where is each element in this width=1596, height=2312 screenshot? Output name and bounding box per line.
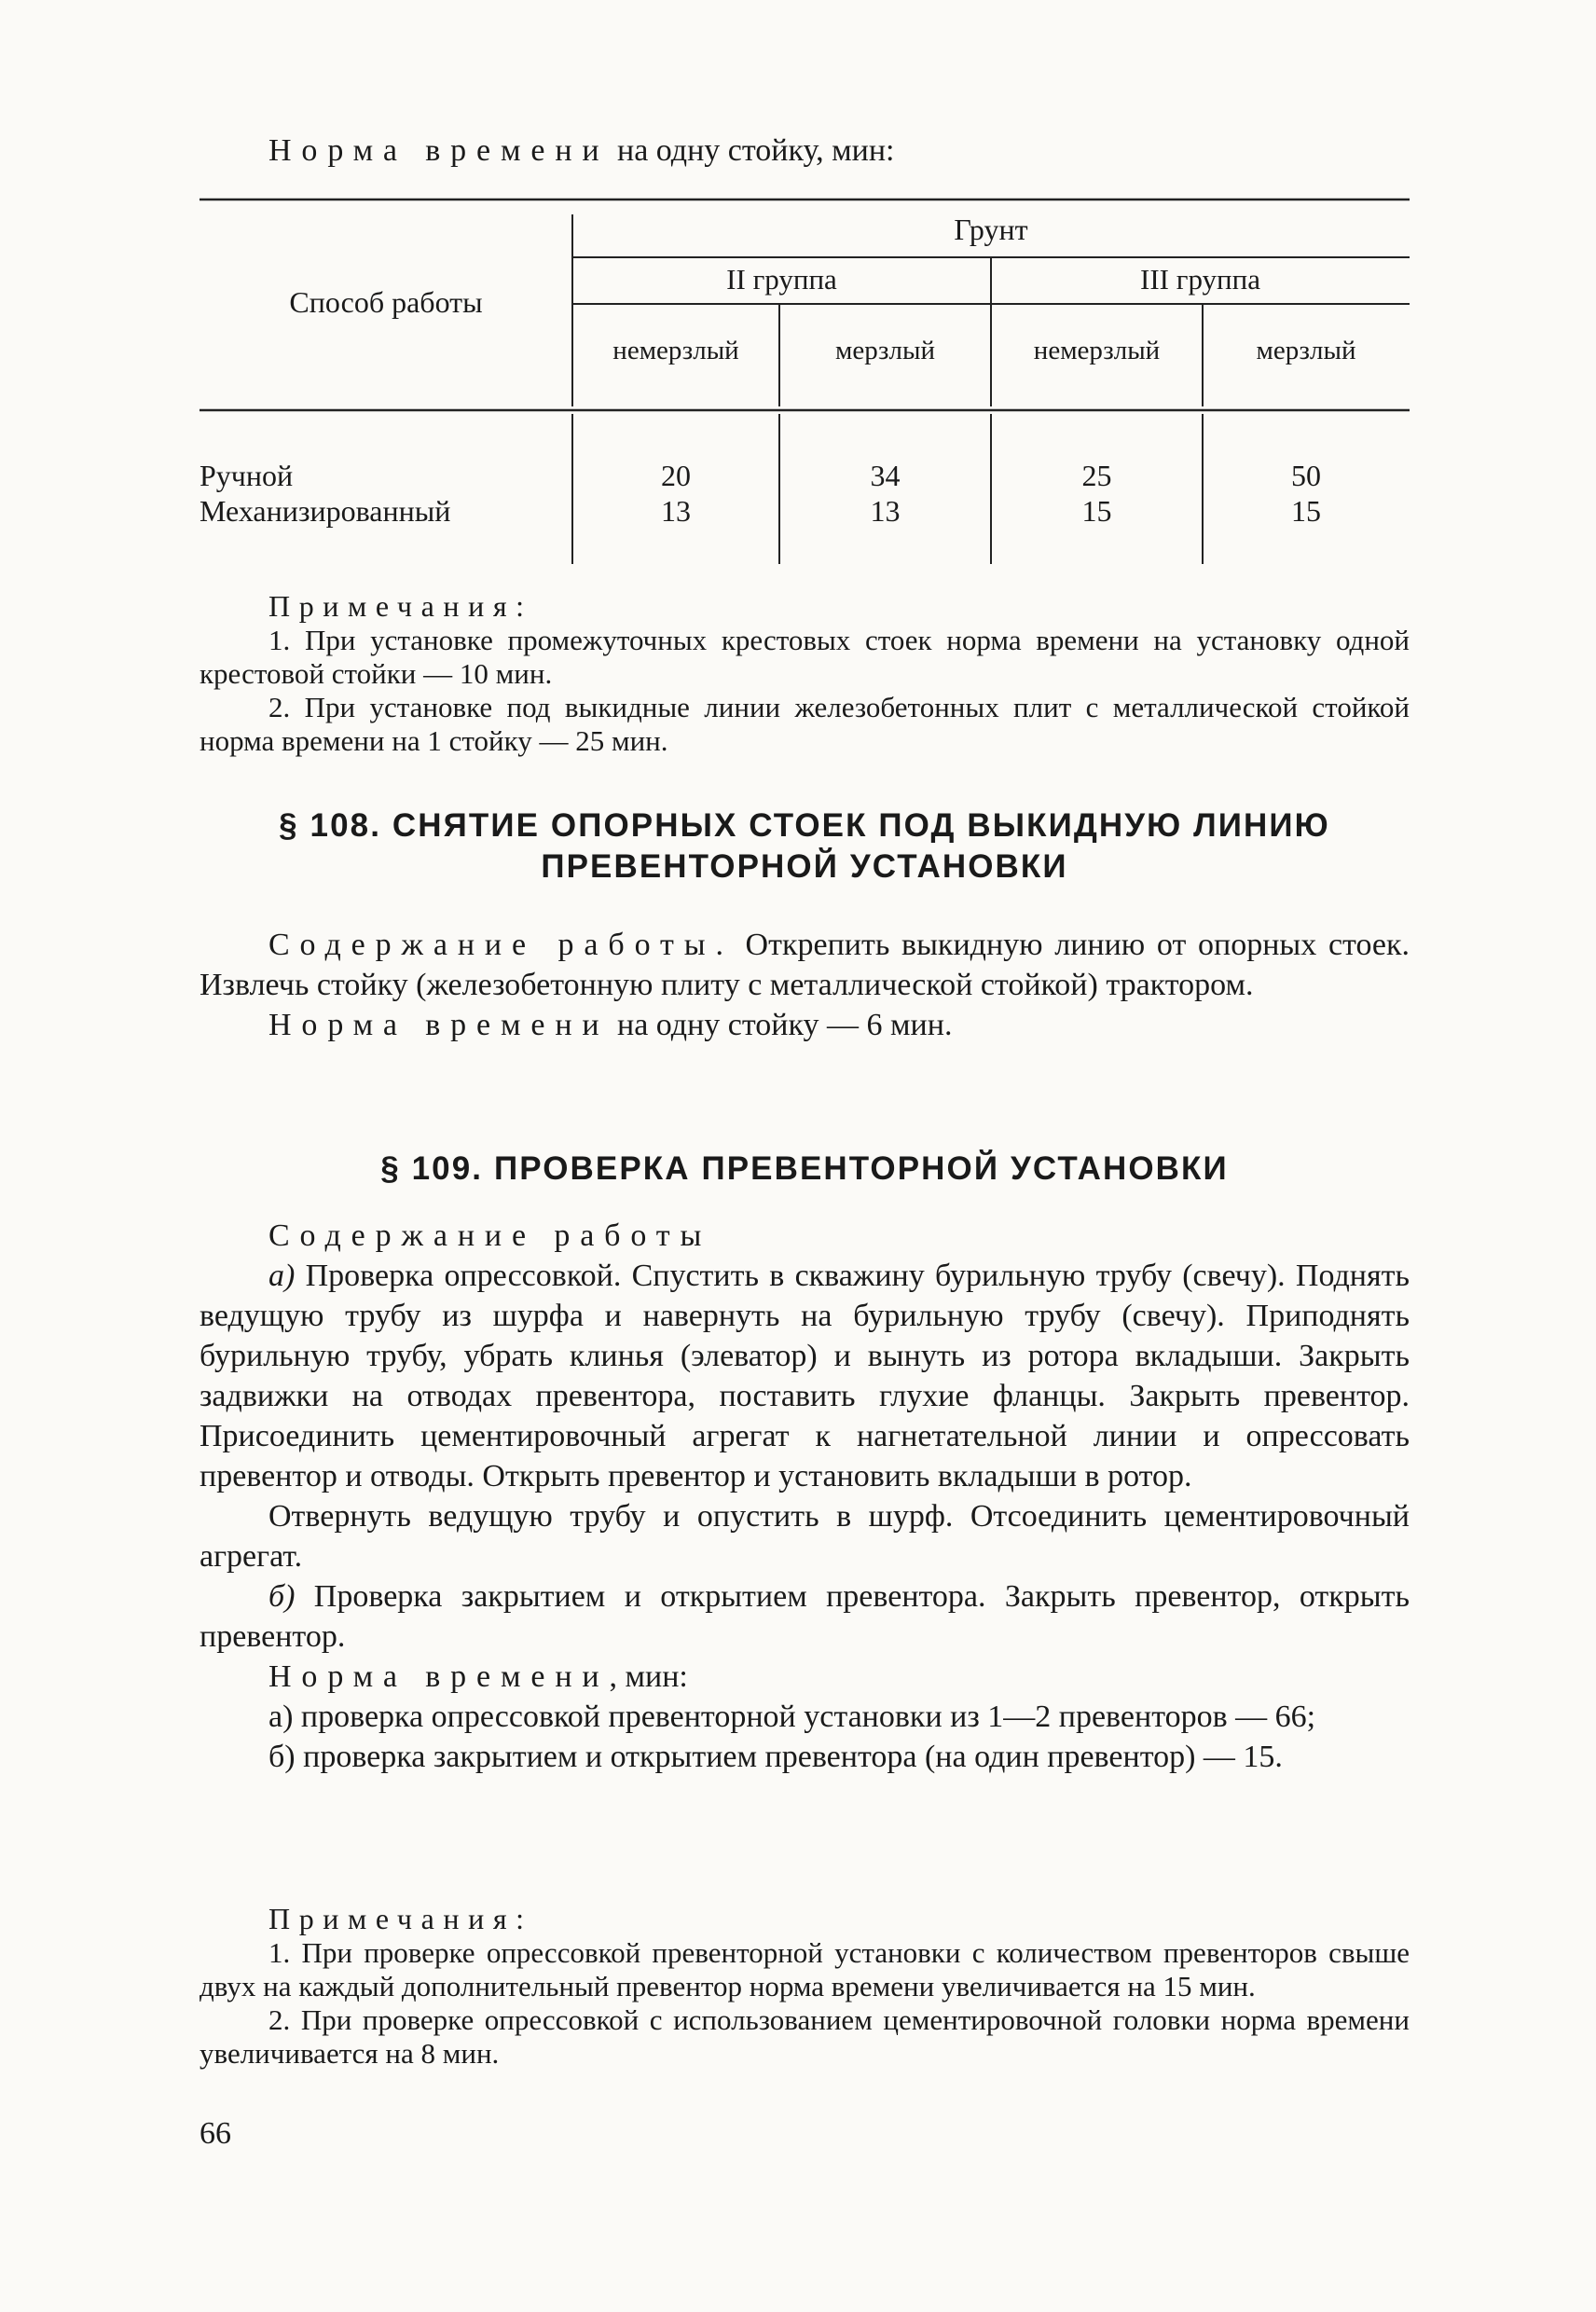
page-number: 66 [200,2116,231,2151]
cell-value: 20 [661,459,691,492]
notes-title: Примечания: [268,589,533,623]
norm-intro-text: на одну стойку, мин: [609,133,895,168]
item-b-marker: б) [268,1579,296,1614]
section-109 [200,1149,1410,1777]
notes-block-1 [200,589,1410,758]
group3-header: III группа [1140,263,1260,296]
norm-heading [200,1657,1410,1697]
note-item: 2. При установке под выкидные линии железобетонных плит с металлической стойкой норма времени на 1 стойку — 25 мин. [200,691,1410,757]
section-108-title-line1: § 108. СНЯТИЕ ОПОРНЫХ СТОЕК ПОД ВЫКИДНУЮ ЛИНИЮ [279,807,1330,844]
norm-intro-label: Норма времени [268,133,610,168]
col-method-header: Способ работы [289,285,483,319]
g2-frozen-header: мерзлый [834,336,935,365]
cell-value: 15 [1291,494,1321,528]
row-method: Ручной [200,459,294,492]
norm-item-a: а) проверка опрессовкой превенторной установки из 1—2 превенторов — 66; [268,1700,1316,1734]
notes-block-2 [200,1902,1410,2071]
cell-value: 13 [870,494,901,528]
section-108-norm [200,1005,1410,1045]
cell-value: 50 [1291,459,1321,492]
norm-table [200,196,1410,569]
note-item: 2. При проверке опрессовкой с использованием цементировочной головки норма времени увеличивается на 8 мин. [200,2003,1410,2070]
content-label: Содержание работы. [268,928,734,962]
item-b-text: Проверка закрытием и открытием превентора. Закрыть превентор, открыть превентор. [200,1579,1410,1654]
item-a-continued: Отвернуть ведущую трубу и опустить в шурф. Отсоединить цементировочный агрегат. [200,1499,1410,1574]
norm-label: Норма времени [268,1659,610,1694]
norm-intro [268,131,894,171]
note-item: 1. При проверке опрессовкой превенторной установки с количеством превенторов свыше двух на каждый дополнительный превентор норма времени увеличивается на 15 мин. [200,1936,1410,2002]
row-method: Механизированный [200,494,451,528]
section-108-content [200,925,1410,1005]
item-a-marker: а) [268,1259,296,1293]
cell-value: 13 [661,494,691,528]
table-row [200,494,1410,531]
content-label: Содержание работы [268,1218,712,1253]
cell-value: 25 [1081,459,1112,492]
g2-unfrozen-header: немерзлый [612,336,739,365]
soil-header: Грунт [954,213,1028,246]
table-row [200,459,1410,496]
section-109-title: § 109. ПРОВЕРКА ПРЕВЕНТОРНОЙ УСТАНОВКИ [380,1150,1229,1187]
section-108 [200,805,1410,1045]
g3-unfrozen-header: немерзлый [1033,336,1161,365]
norm-text: на одну стойку — 6 мин. [609,1008,953,1042]
section-108-title-line2: ПРЕВЕНТОРНОЙ УСТАНОВКИ [541,848,1068,885]
norm-item-b: б) проверка закрытием и открытием превентора (на один превентор) — 15. [268,1740,1283,1774]
norm-rest: , мин: [609,1659,688,1694]
note-item: 1. При установке промежуточных крестовых стоек норма времени на установку одной крестовой стойки — 10 мин. [200,624,1410,690]
item-b [200,1576,1410,1657]
item-a-text: Проверка опрессовкой. Спустить в скважину бурильную трубу (свечу). Поднять ведущую трубу из шурфа и навернуть на бурильную трубу (свечу). Приподнять бурильную трубу, убрать клинья (элеватор) и вынуть из ротора вкладыши. Закрыть задвижки на отводах превентора, поставить глухие фланцы. Закрыть превентор. Присоединить цементировочный агрегат к нагнетательной линии и опрессовать превентор и отводы. Открыть превентор и установить вкладыши в ротор. [200,1259,1410,1493]
g3-frozen-header: мерзлый [1256,336,1356,365]
content-text: Открепить выкидную линию от опорных стоек. Извлечь стойку (железобетонную плиту с металлической стойкой) трактором. [200,928,1410,1002]
group2-header: II группа [726,263,837,296]
item-a [200,1256,1410,1496]
norm-label: Норма времени [268,1008,610,1042]
notes-title: Примечания: [268,1902,533,1935]
cell-value: 34 [870,459,901,492]
cell-value: 15 [1081,494,1112,528]
